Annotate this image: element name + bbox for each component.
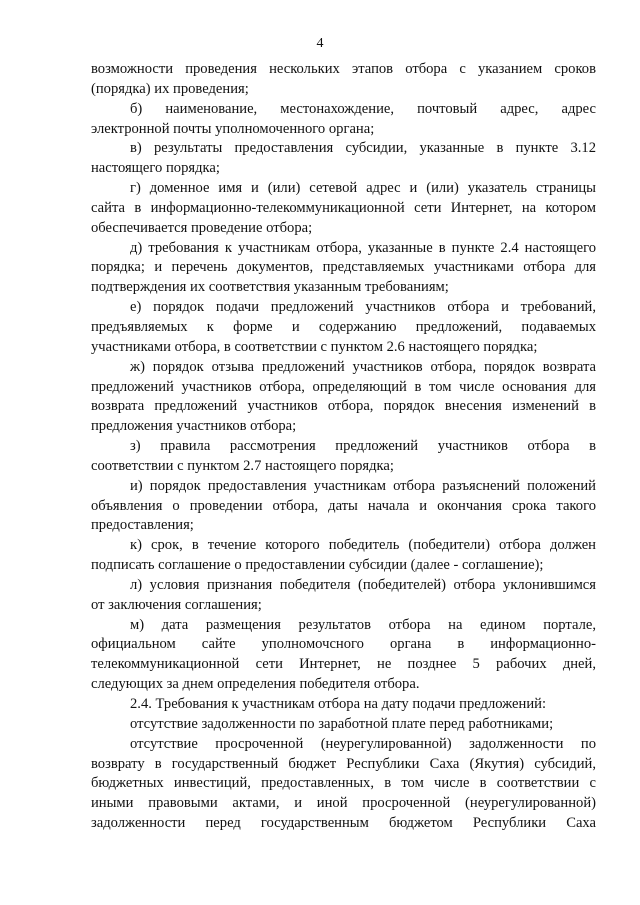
text-line: з) правила рассмотрения предложений участников отбора в — [130, 438, 596, 455]
text-line: предложения участников отбора; — [91, 418, 297, 435]
text-line: и) порядок предоставления участникам отбора разъяснений положений — [130, 477, 596, 494]
text-line: отсутствие просроченной (неурегулированной) задолженности по — [130, 735, 596, 752]
text-line: в) результаты предоставления субсидии, указанные в пункте 3.12 — [130, 140, 596, 157]
text-line: 2.4. Требования к участникам отбора на дату подачи предложений: — [130, 696, 547, 712]
text-line: участниками отбора, в соответствии с пунктом 2.6 настоящего порядка; — [91, 338, 538, 355]
text-line: предоставления; — [91, 517, 194, 534]
text-line: объявления о проведении отбора, даты начала и окончания срока такого — [91, 497, 596, 514]
text-line: ж) порядок отзыва предложений участников отбора, порядок возврата — [130, 358, 596, 375]
text-line: порядка; и перечень документов, представляемых участниками отбора для — [91, 259, 596, 276]
text-line: к) срок, в течение которого победитель (победители) отбора должен — [130, 537, 596, 554]
text-line: б) наименование, местонахождение, почтовый адрес, адрес — [130, 100, 596, 117]
text-line: м) дата размещения результатов отбора на едином портале, — [130, 616, 596, 633]
text-line: настоящего порядка; — [91, 160, 220, 177]
text-line: телекоммуникационной сети Интернет, не позднее 5 рабочих дней, — [91, 656, 596, 673]
text-line: возможности проведения нескольких этапов отбора с указанием сроков — [91, 61, 596, 77]
text-line: (порядка) их проведения; — [91, 80, 249, 97]
text-line: д) требования к участникам отбора, указанные в пункте 2.4 настоящего — [130, 239, 596, 256]
text-line: бюджетных инвестиций, предоставленных, в том числе в соответствии с — [91, 775, 596, 792]
text-line: подписать соглашение о предоставлении субсидии (далее - соглашение); — [91, 557, 544, 574]
text-line: соответствии с пунктом 2.7 настоящего порядка; — [91, 457, 394, 474]
text-line: официальном сайте уполномочсного органа в информационно- — [91, 636, 596, 653]
text-line: электронной почты уполномоченного органа; — [91, 120, 375, 137]
text-line: предъявляемых к форме и содержанию предложений, подаваемых — [91, 318, 596, 335]
text-line: л) условия признания победителя (победителей) отбора уклонившимся — [130, 576, 596, 593]
text-line: задолженности перед государственным бюджетом Республики Саха — [91, 815, 596, 832]
text-line: следующих за днем определения победителя отбора. — [91, 676, 420, 693]
text-line: отсутствие задолженности по заработной плате перед работниками; — [130, 715, 554, 732]
text-line: возврата предложений участников отбора, порядок внесения изменений в — [91, 398, 596, 415]
text-line: е) порядок подачи предложений участников отбора и требований, — [130, 299, 596, 316]
text-line: иными правовыми актами, и иной просроченной (неурегулированной) — [91, 795, 596, 812]
text-line: предложений участников отбора, определяющий в том числе основания для — [91, 378, 596, 395]
text-line: сайта в информационно-телекоммуникационной сети Интернет, на котором — [91, 199, 596, 216]
text-line: подтверждения их соответствия указанным требованиям; — [91, 279, 449, 296]
page-number: 4 — [316, 36, 324, 51]
text-line: возврату в государственный бюджет Республики Саха (Якутия) субсидий, — [91, 755, 596, 772]
text-line: от заключения соглашения; — [91, 596, 262, 613]
document-body — [91, 60, 596, 834]
text-line: обеспечивается проведение отбора; — [91, 219, 313, 236]
text-line: г) доменное имя и (или) сетевой адрес и (или) указатель страницы — [130, 180, 596, 197]
